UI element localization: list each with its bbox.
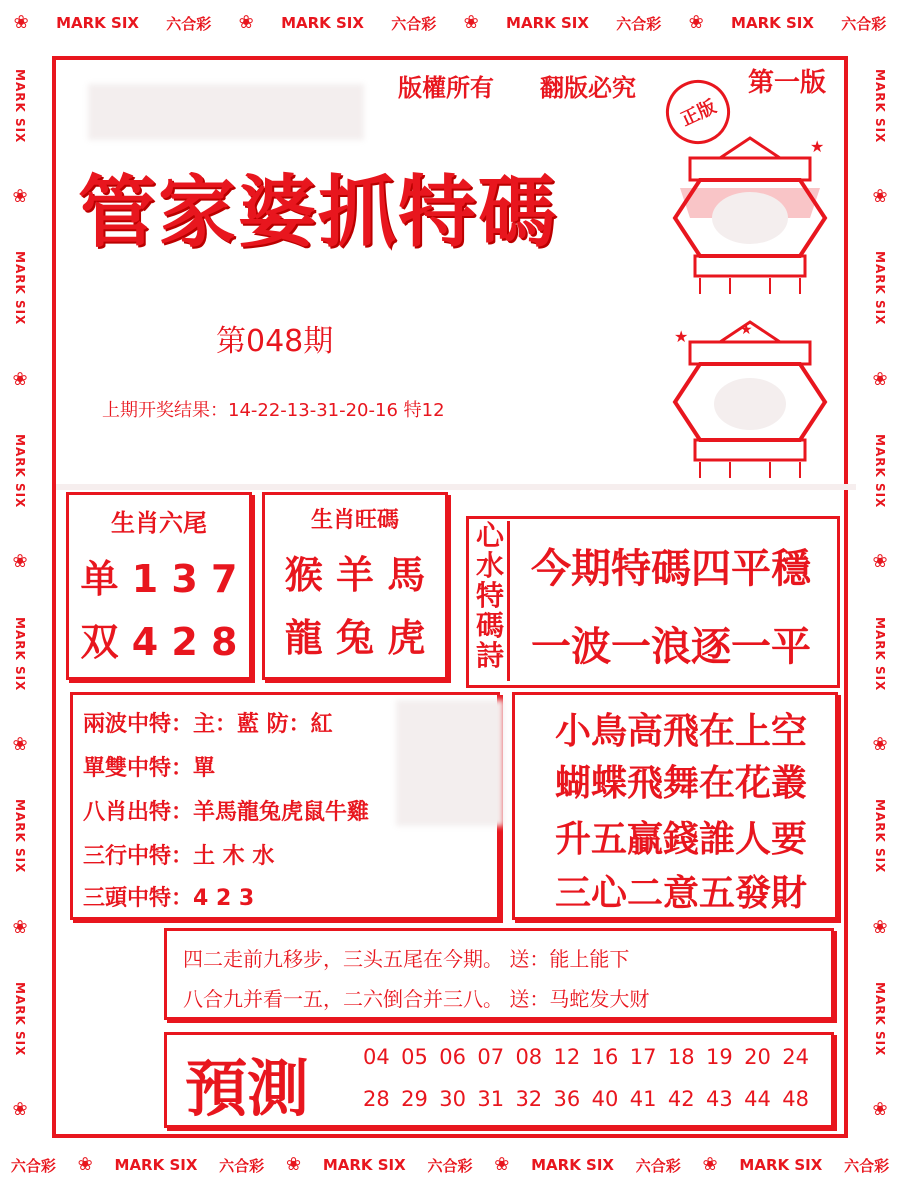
prediction-number: 44	[744, 1087, 771, 1111]
flower-icon: ❀	[77, 1154, 93, 1175]
prediction-number: 43	[705, 1087, 733, 1111]
riddle-line: 八合九并看一五，二六倒合并三八。 送：马蛇发大财	[183, 987, 650, 1011]
poem-label-char: 心	[475, 519, 504, 552]
prediction-number: 30	[439, 1087, 466, 1111]
border-brand: MARK SIX	[873, 799, 887, 874]
issue-number: 第048期	[216, 324, 334, 359]
border-brand: MARK SIX	[873, 981, 887, 1057]
left-border-strip	[0, 46, 40, 1142]
border-brand: MARK SIX	[281, 14, 364, 32]
border-brand: MARK SIX	[873, 68, 887, 143]
prediction-number: 31	[477, 1087, 505, 1111]
prediction-number: 06	[439, 1045, 466, 1069]
poem-line-2: 一波一浪逐一平	[531, 624, 811, 670]
border-brand: MARK SIX	[13, 616, 27, 691]
verse-line: 升五贏錢誰人要	[555, 819, 808, 860]
border-brand-cn: 六合彩	[635, 1156, 681, 1175]
svg-text:★: ★	[674, 327, 689, 346]
separator	[56, 484, 856, 490]
right-border-strip	[860, 46, 900, 1142]
flower-icon: ❀	[494, 1154, 510, 1175]
border-brand-cn: 六合彩	[166, 14, 212, 33]
border-brand: MARK SIX	[873, 251, 887, 326]
flower-icon: ❀	[238, 12, 254, 33]
tip-item: 三頭中特：4 2 3	[83, 886, 255, 911]
prediction-number: 48	[782, 1087, 809, 1111]
top-border-strip	[0, 0, 900, 46]
flower-icon: ❀	[872, 368, 888, 390]
tip-item: 兩波中特：主：藍 防：紅	[83, 712, 333, 737]
edition-text: 第一版	[748, 68, 827, 98]
prediction-label: 預測	[185, 1052, 310, 1125]
verse-box	[512, 692, 838, 920]
prediction-number: 40	[591, 1087, 619, 1111]
prediction-number: 05	[401, 1045, 428, 1069]
poem-label	[473, 521, 510, 681]
border-brand: MARK SIX	[531, 1156, 614, 1174]
poem-line-1: 今期特碼四平穩	[531, 546, 811, 592]
border-brand-cn: 六合彩	[219, 1156, 265, 1175]
zodiac-hot-title: 生肖旺碼	[310, 507, 399, 533]
prediction-number: 19	[705, 1045, 733, 1069]
verse-line: 小鳥高飛在上空	[555, 711, 808, 752]
flower-icon: ❀	[12, 916, 28, 938]
verse-line: 三心二意五發財	[555, 873, 808, 914]
prediction-number: 41	[629, 1087, 657, 1111]
border-brand: MARK SIX	[56, 14, 139, 32]
tip-item: 八肖出特：羊馬龍兔虎鼠牛雞	[83, 800, 370, 825]
tip-item: 單雙中特：單	[83, 756, 216, 781]
poem-label-char: 詩	[475, 639, 504, 672]
flower-icon: ❀	[12, 734, 28, 756]
border-brand: MARK SIX	[731, 14, 814, 32]
tip-item: 三行中特：土 木 水	[83, 844, 275, 869]
zodiac-hot-row2: 龍 兔 虎	[284, 616, 426, 660]
border-brand: MARK SIX	[13, 251, 27, 326]
prediction-number: 42	[667, 1087, 695, 1111]
last-result: 上期开奖结果：14-22-13-31-20-16 特12	[102, 400, 445, 421]
page-title: 管家婆抓特碼	[78, 167, 559, 258]
border-brand-cn: 六合彩	[841, 14, 887, 33]
flower-icon: ❀	[702, 1154, 718, 1175]
no-reprint-text: 翻版必究	[540, 73, 636, 102]
prediction-number: 24	[782, 1045, 809, 1069]
border-brand: MARK SIX	[13, 799, 27, 874]
border-brand: MARK SIX	[13, 68, 27, 143]
flower-icon: ❀	[872, 916, 888, 938]
prediction-number: 12	[553, 1045, 581, 1069]
prediction-number: 16	[591, 1045, 619, 1069]
border-brand-cn: 六合彩	[844, 1156, 890, 1175]
prediction-number: 08	[515, 1045, 543, 1069]
border-brand: MARK SIX	[322, 1156, 406, 1174]
verse-line: 蝴蝶飛舞在花叢	[555, 763, 808, 804]
prediction-number: 36	[553, 1087, 581, 1111]
border-brand-cn: 六合彩	[10, 1156, 56, 1175]
flower-icon: ❀	[688, 12, 704, 33]
border-brand-cn: 六合彩	[427, 1156, 473, 1175]
prediction-number: 20	[744, 1045, 771, 1069]
flower-icon: ❀	[872, 1099, 888, 1121]
zodiac-tail-title: 生肖六尾	[111, 508, 207, 537]
prediction-number: 18	[667, 1045, 695, 1069]
zodiac-tail-row1: 单 1 3 7	[80, 557, 238, 601]
prediction-number: 28	[363, 1087, 390, 1111]
zodiac-tail-box	[66, 492, 252, 680]
prediction-number: 04	[363, 1045, 390, 1069]
bottom-border-strip	[0, 1142, 900, 1188]
flower-icon: ❀	[872, 551, 888, 573]
flower-icon: ❀	[285, 1154, 302, 1175]
poem-label-char: 水	[475, 549, 504, 582]
prediction-row-2	[363, 1087, 809, 1111]
border-brand-cn: 六合彩	[616, 14, 662, 33]
redacted-area	[88, 84, 364, 140]
zodiac-hot-box	[262, 492, 448, 680]
authentic-stamp: 正版	[655, 69, 740, 154]
border-brand: MARK SIX	[873, 616, 887, 691]
prediction-number: 29	[401, 1087, 428, 1111]
poem-box	[466, 516, 840, 688]
prediction-box	[164, 1032, 834, 1128]
flower-icon: ❀	[463, 12, 479, 33]
riddle-box	[164, 928, 834, 1020]
prediction-number: 07	[477, 1045, 505, 1069]
poem-label-char: 特	[475, 579, 504, 612]
svg-text:★: ★	[810, 137, 825, 156]
svg-text:★: ★	[740, 322, 753, 338]
flower-icon: ❀	[12, 368, 28, 390]
temple-illustration-bottom	[660, 312, 840, 492]
flower-icon: ❀	[872, 734, 888, 756]
prediction-number: 17	[629, 1045, 657, 1069]
zodiac-tail-row2: 双 4 2 8	[80, 620, 238, 664]
temple-illustration-top	[660, 128, 840, 308]
prediction-number: 32	[515, 1087, 543, 1111]
border-brand: MARK SIX	[13, 981, 27, 1057]
border-brand-cn: 六合彩	[391, 14, 437, 33]
flower-icon: ❀	[12, 551, 28, 573]
border-brand: MARK SIX	[873, 433, 887, 509]
redacted-area	[396, 700, 504, 826]
border-brand: MARK SIX	[114, 1156, 198, 1174]
poem-label-char: 碼	[475, 609, 504, 642]
flower-icon: ❀	[872, 186, 888, 208]
border-brand: MARK SIX	[739, 1156, 823, 1174]
flower-icon: ❀	[12, 186, 28, 208]
border-brand: MARK SIX	[13, 433, 27, 509]
flower-icon: ❀	[13, 12, 29, 33]
prediction-row-1	[363, 1045, 809, 1069]
riddle-line: 四二走前九移步，三头五尾在今期。 送：能上能下	[183, 947, 630, 971]
zodiac-hot-row1: 猴 羊 馬	[284, 553, 426, 597]
border-brand: MARK SIX	[506, 14, 589, 32]
copyright-text: 版權所有	[398, 73, 494, 102]
flower-icon: ❀	[12, 1099, 28, 1121]
